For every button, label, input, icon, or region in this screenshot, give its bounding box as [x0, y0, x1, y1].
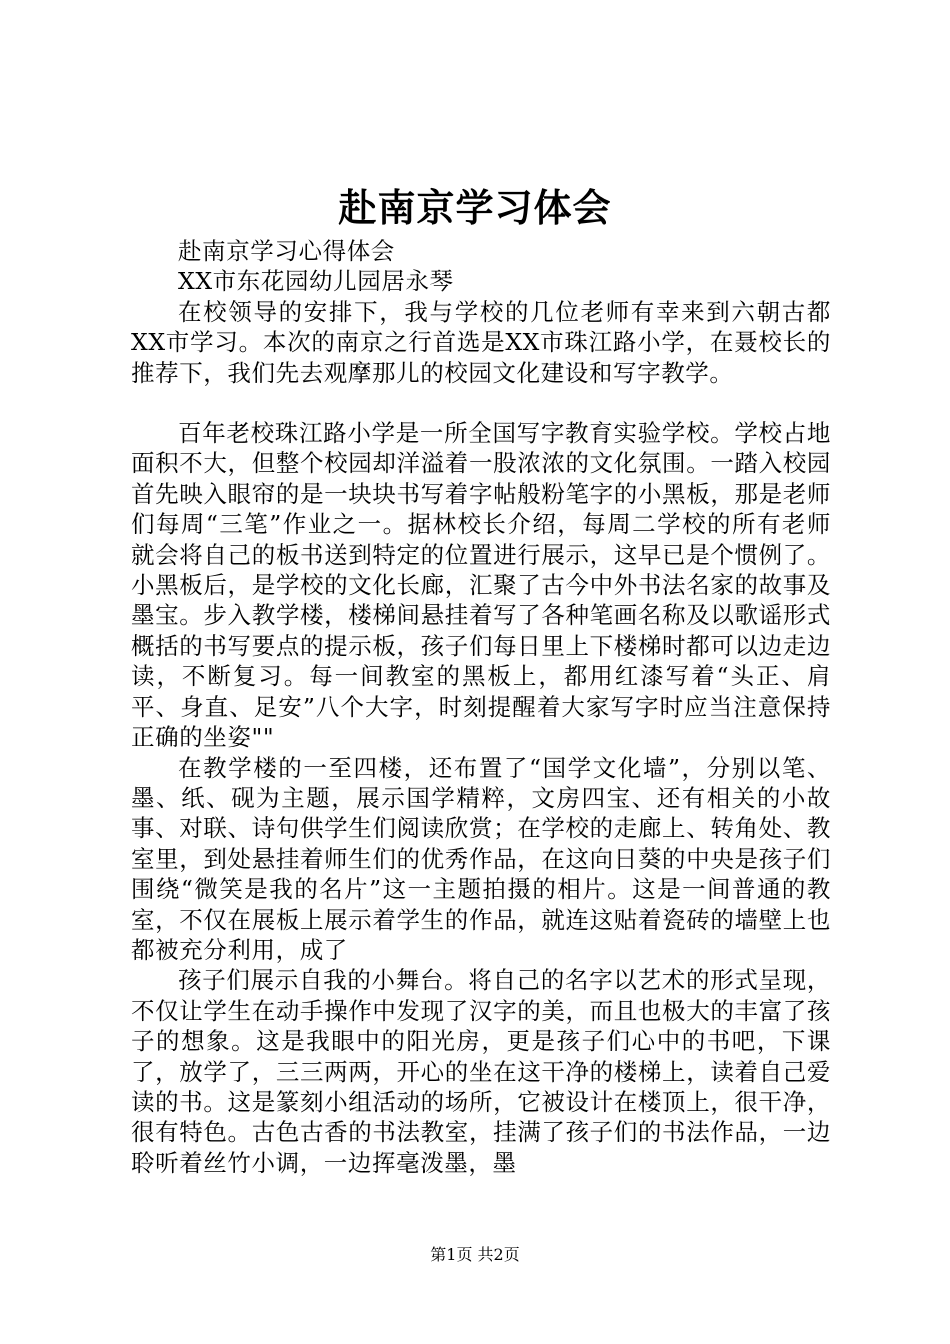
body-paragraph: 百年老校珠江路小学是一所全国写字教育实验学校。学校占地面积不大，但整个校园却洋溢着一股浓浓的文化氛围。一踏入校园首先映入眼帘的是一块块书写着字帖般粉笔字的小黑板，那是老师们每周“三笔”作业之一。据林校长介绍，每周二学校的所有老师就会将自己的板书送到特定的位置进行展示，这早已是个惯例了。小黑板后，是学校的文化长廊，汇聚了古今中外书法名家的故事及墨宝。步入教学楼，楼梯间悬挂着写了各种笔画名称及以歌谣形式概括的书写要点的提示板，孩子们每日里上下楼梯时都可以边走边读，不断复习。每一间教室的黑板上，都用红漆写着“头正、肩平、身直、足安”八个大字，时刻提醒着大家写字时应当注意保持正确的坐姿"": [131, 419, 831, 752]
subtitle-paragraph: 赴南京学习心得体会: [178, 237, 395, 265]
document-title: 赴南京学习体会: [338, 185, 612, 230]
author-paragraph: XX市东花园幼儿园居永琴: [178, 267, 454, 296]
document-body: [131, 236, 831, 1178]
intro-paragraph: 在校领导的安排下，我与学校的几位老师有幸来到六朝古都XX市学习。本次的南京之行首选是XX市珠江路小学，在聂校长的推荐下，我们先去观摩那儿的校园文化建设和写字教学。: [131, 297, 831, 387]
body-paragraph: 孩子们展示自我的小舞台。将自己的名字以艺术的形式呈现，不仅让学生在动手操作中发现了汉字的美，而且也极大的丰富了孩子的想象。这是我眼中的阳光房，更是孩子们心中的书吧，下课了，放学了，三三两两，开心的坐在这干净的楼梯上，读着自己爱读的书。这是篆刻小组活动的场所，它被设计在楼顶上，很干净，很有特色。古色古香的书法教室，挂满了孩子们的书法作品，一边聆听着丝竹小调，一边挥毫泼墨，墨: [131, 966, 831, 1177]
body-paragraph: 在教学楼的一至四楼，还布置了“国学文化墙”，分别以笔、墨、纸、砚为主题，展示国学精粹，文房四宝、还有相关的小故事、对联、诗句供学生们阅读欣赏；在学校的走廊上、转角处、教室里，到处悬挂着师生们的优秀作品，在这向日葵的中央是孩子们围绕“微笑是我的名片”这一主题拍摄的相片。这是一间普通的教室，不仅在展板上展示着学生的作品，就连这贴着瓷砖的墙壁上也都被充分利用，成了: [131, 753, 831, 964]
page-footer: 第1页 共2页: [430, 1245, 520, 1264]
